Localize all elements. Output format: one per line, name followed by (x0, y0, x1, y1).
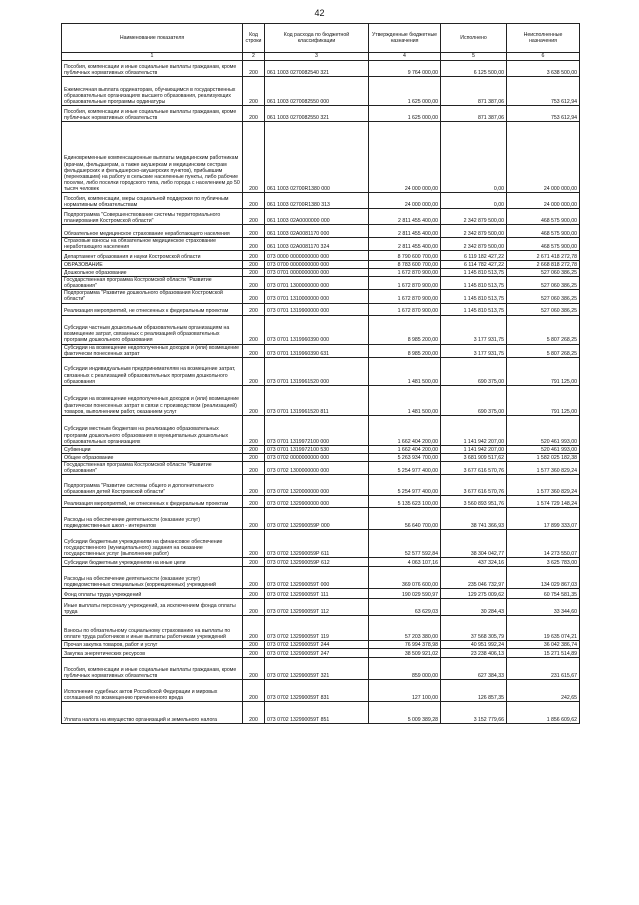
row-approved-cell: 1 672 870 900,00 (369, 303, 441, 315)
table-row (62, 701, 580, 723)
table-row (62, 261, 580, 269)
row-executed-cell: 3 560 893 951,76 (441, 495, 507, 507)
row-approved-cell: 1 662 404 200,00 (369, 445, 441, 453)
row-executed-cell: 1 145 810 513,75 (441, 277, 507, 290)
row-executed-cell: 437 324,16 (441, 557, 507, 566)
row-unexecuted-cell: 231 615,67 (507, 657, 580, 679)
row-approved-cell: 56 640 700,00 (369, 507, 441, 529)
row-name-cell: Субсидии частным дошкольным образовательным организациям на возмещение затрат, связанных с реализацией образовательных программ дошкольного образования (62, 315, 243, 344)
budget-execution-table (61, 23, 580, 724)
row-name-cell: Исполнение судебных актов Российской Федерации и мировых соглашений по возмещению причиненного вреда (62, 679, 243, 701)
row-approved-cell: 2 811 455 400,00 (369, 209, 441, 225)
row-classification-cell: 073 0702 132990059Т 244 (265, 640, 369, 648)
row-executed-cell: 2 342 879 500,00 (441, 209, 507, 225)
column-header-classification: Код расхода по бюджетной классификации (265, 24, 369, 53)
row-code-cell: 200 (243, 106, 265, 122)
row-name-cell: Расходы на обеспечение деятельности (оказание услуг) подведомственных школ - интернатов (62, 507, 243, 529)
row-unexecuted-cell: 15 271 514,89 (507, 648, 580, 657)
row-code-cell: 200 (243, 261, 265, 269)
row-unexecuted-cell: 60 754 581,35 (507, 588, 580, 598)
row-unexecuted-cell: 14 273 550,07 (507, 529, 580, 557)
row-name-cell: Субсидии на возмещение недополученных доходов и (или) возмещение фактически понесенных затрат (62, 344, 243, 357)
row-executed-cell: 871 387,06 (441, 77, 507, 106)
row-code-cell: 200 (243, 415, 265, 445)
row-unexecuted-cell: 2 668 818 272,78 (507, 261, 580, 269)
row-code-cell: 200 (243, 640, 265, 648)
row-executed-cell: 0,00 (441, 122, 507, 193)
row-name-cell: Субсидии на возмещение недополученных доходов и (или) возмещение фактически понесенных затрат в связи с производством (реализацией) товаров, выполнением работ, оказанием услуг (62, 385, 243, 415)
row-executed-cell: 3 152 779,66 (441, 701, 507, 723)
row-name-cell: Субсидии местным бюджетам на реализацию образовательных программ дошкольного образования в муниципальных дошкольных образовательных организациях (62, 415, 243, 445)
row-approved-cell: 9 764 000,00 (369, 61, 441, 77)
row-classification-cell: 061 1003 02A0000000 000 (265, 209, 369, 225)
row-code-cell: 200 (243, 474, 265, 495)
row-code-cell: 200 (243, 453, 265, 461)
row-executed-cell: 235 046 732,97 (441, 566, 507, 588)
row-code-cell: 200 (243, 193, 265, 209)
row-executed-cell: 6 119 182 427,22 (441, 251, 507, 261)
row-name-cell: Дошкольное образование (62, 269, 243, 277)
table-row (62, 453, 580, 461)
row-classification-cell: 073 0000 0000000000 000 (265, 251, 369, 261)
row-classification-cell: 073 0701 1300000000 000 (265, 277, 369, 290)
row-code-cell: 200 (243, 701, 265, 723)
row-code-cell: 200 (243, 679, 265, 701)
row-code-cell: 200 (243, 225, 265, 238)
row-code-cell: 200 (243, 122, 265, 193)
row-executed-cell: 37 568 305,79 (441, 615, 507, 640)
row-approved-cell: 1 625 000,00 (369, 77, 441, 106)
row-executed-cell: 690 375,00 (441, 385, 507, 415)
row-name-cell: Субсидии бюджетным учреждениям на иные цели (62, 557, 243, 566)
table-row (62, 290, 580, 303)
row-unexecuted-cell: 1 577 360 829,24 (507, 474, 580, 495)
row-code-cell: 200 (243, 598, 265, 615)
row-approved-cell: 1 481 500,00 (369, 385, 441, 415)
row-classification-cell: 073 0702 132990059Р 612 (265, 557, 369, 566)
row-code-cell: 200 (243, 303, 265, 315)
row-name-cell: Субсидии индивидуальным предпринимателям на возмещение затрат, связанных с реализацией образовательных программ дошкольного образования (62, 357, 243, 385)
row-unexecuted-cell: 24 000 000,00 (507, 122, 580, 193)
row-classification-cell: 073 0701 1319961520 811 (265, 385, 369, 415)
row-code-cell: 200 (243, 495, 265, 507)
row-approved-cell: 1 662 404 200,00 (369, 415, 441, 445)
row-executed-cell: 0,00 (441, 193, 507, 209)
row-classification-cell: 061 1003 02700R1380 313 (265, 193, 369, 209)
row-classification-cell: 073 0702 132990059Р 611 (265, 529, 369, 557)
table-row (62, 357, 580, 385)
row-approved-cell: 5 254 977 400,00 (369, 461, 441, 474)
row-approved-cell: 38 509 921,02 (369, 648, 441, 657)
row-classification-cell: 073 0702 132990059Т 112 (265, 598, 369, 615)
row-executed-cell: 129 275 009,62 (441, 588, 507, 598)
row-classification-cell: 073 0702 132990059Т 119 (265, 615, 369, 640)
table-row (62, 507, 580, 529)
row-executed-cell: 40 951 992,24 (441, 640, 507, 648)
row-code-cell: 200 (243, 209, 265, 225)
row-approved-cell: 5 135 623 100,00 (369, 495, 441, 507)
table-row (62, 385, 580, 415)
table-row (62, 461, 580, 474)
table-row (62, 251, 580, 261)
row-unexecuted-cell: 24 000 000,00 (507, 193, 580, 209)
row-executed-cell: 38 741 366,93 (441, 507, 507, 529)
row-name-cell: Пособия, компенсации и иные социальные выплаты гражданам, кроме публичных нормативных обязательств (62, 657, 243, 679)
row-unexecuted-cell: 527 060 386,25 (507, 290, 580, 303)
row-code-cell: 200 (243, 357, 265, 385)
table-row (62, 615, 580, 640)
row-unexecuted-cell: 3 638 500,00 (507, 61, 580, 77)
row-classification-cell: 073 0702 1320000000 000 (265, 474, 369, 495)
table-row (62, 495, 580, 507)
row-name-cell: ОБРАЗОВАНИЕ (62, 261, 243, 269)
row-executed-cell: 690 375,00 (441, 357, 507, 385)
table-row (62, 315, 580, 344)
row-classification-cell: 073 0702 132990059Т 831 (265, 679, 369, 701)
row-name-cell: Взносы по обязательному социальному страхованию на выплаты по оплате труда работников и иные выплаты работникам учреждений (62, 615, 243, 640)
row-executed-cell: 6 114 782 427,22 (441, 261, 507, 269)
row-executed-cell: 871 387,06 (441, 106, 507, 122)
row-unexecuted-cell: 791 125,00 (507, 385, 580, 415)
row-name-cell: Закупка энергетических ресурсов (62, 648, 243, 657)
row-code-cell: 200 (243, 269, 265, 277)
row-unexecuted-cell: 527 060 386,25 (507, 277, 580, 290)
row-executed-cell: 126 857,35 (441, 679, 507, 701)
row-code-cell: 200 (243, 557, 265, 566)
row-name-cell: Страховые взносы на обязательное медицинское страхование неработающего населения (62, 238, 243, 251)
row-classification-cell: 061 1003 0270082550 321 (265, 106, 369, 122)
row-unexecuted-cell: 791 125,00 (507, 357, 580, 385)
row-classification-cell: 073 0701 1319972100 000 (265, 415, 369, 445)
row-executed-cell: 3 177 931,75 (441, 315, 507, 344)
table-row (62, 529, 580, 557)
row-name-cell: Фонд оплаты труда учреждений (62, 588, 243, 598)
table-row (62, 474, 580, 495)
table-row (62, 588, 580, 598)
row-code-cell: 200 (243, 251, 265, 261)
row-approved-cell: 1 481 500,00 (369, 357, 441, 385)
row-unexecuted-cell: 36 042 386,74 (507, 640, 580, 648)
column-number: 5 (441, 53, 507, 61)
column-number-row (62, 53, 580, 61)
table-row (62, 557, 580, 566)
row-code-cell: 200 (243, 77, 265, 106)
row-executed-cell: 1 141 942 207,00 (441, 415, 507, 445)
row-name-cell: Расходы на обеспечение деятельности (оказание услуг) подведомственных специальных (коррекционных) учреждений (62, 566, 243, 588)
table-row (62, 657, 580, 679)
row-executed-cell: 3 681 909 517,62 (441, 453, 507, 461)
row-name-cell: Подпрограмма "Совершенствование системы территориального планирования Костромской области" (62, 209, 243, 225)
row-unexecuted-cell: 134 029 867,03 (507, 566, 580, 588)
table-row (62, 415, 580, 445)
row-classification-cell: 073 0702 132990059Т 851 (265, 701, 369, 723)
row-executed-cell: 3 677 616 570,76 (441, 461, 507, 474)
row-unexecuted-cell: 520 461 993,00 (507, 445, 580, 453)
row-executed-cell: 30 284,43 (441, 598, 507, 615)
row-unexecuted-cell: 5 807 268,25 (507, 344, 580, 357)
row-classification-cell: 073 0701 0000000000 000 (265, 269, 369, 277)
row-code-cell: 200 (243, 344, 265, 357)
row-approved-cell: 4 063 107,16 (369, 557, 441, 566)
row-name-cell: Прочая закупка товаров, работ и услуг (62, 640, 243, 648)
row-classification-cell: 073 0702 0000000000 000 (265, 453, 369, 461)
table-row (62, 277, 580, 290)
row-classification-cell: 073 0701 1319900000 000 (265, 303, 369, 315)
row-code-cell: 200 (243, 238, 265, 251)
column-header-code: Код строки (243, 24, 265, 53)
row-classification-cell: 073 0701 1319972100 530 (265, 445, 369, 453)
row-classification-cell: 073 0702 1300000000 000 (265, 461, 369, 474)
row-executed-cell: 23 238 406,13 (441, 648, 507, 657)
row-classification-cell: 073 0700 0000000000 000 (265, 261, 369, 269)
row-code-cell: 200 (243, 315, 265, 344)
row-code-cell: 200 (243, 566, 265, 588)
row-name-cell: Реализация мероприятий, не отнесенных к федеральным проектам (62, 495, 243, 507)
table-row (62, 225, 580, 238)
table-row (62, 122, 580, 193)
table-row (62, 61, 580, 77)
row-code-cell: 200 (243, 588, 265, 598)
column-header-approved: Утвержденные бюджетные назначения (369, 24, 441, 53)
row-approved-cell: 5 263 934 700,00 (369, 453, 441, 461)
row-executed-cell: 3 177 931,75 (441, 344, 507, 357)
row-code-cell: 200 (243, 529, 265, 557)
table-row (62, 106, 580, 122)
row-name-cell: Реализация мероприятий, не отнесенных к федеральным проектам (62, 303, 243, 315)
row-name-cell: Подпрограмма "Развитие дошкольного образования Костромской области" (62, 290, 243, 303)
row-classification-cell: 073 0702 132990059Т 111 (265, 588, 369, 598)
row-unexecuted-cell: 17 899 333,07 (507, 507, 580, 529)
row-classification-cell: 073 0701 1319961520 000 (265, 357, 369, 385)
row-classification-cell: 061 1003 02700R1380 000 (265, 122, 369, 193)
row-name-cell: Единовременные компенсационные выплаты медицинским работникам (врачам, фельдшерам, а также акушеркам и медицинским сестрам фельдшерских и фельдшерско-акушерских пунктов), прибывшим (переехавшим) на работу в сельские населенные пункты, либо рабочие поселки, либо поселки городского типа, либо города с населением до 50 тысяч человек (62, 122, 243, 193)
row-code-cell: 200 (243, 615, 265, 640)
row-name-cell: Субвенции (62, 445, 243, 453)
table-row (62, 77, 580, 106)
row-classification-cell: 073 0702 1329900000 000 (265, 495, 369, 507)
row-name-cell: Пособия, компенсации и иные социальные выплаты гражданам, кроме публичных нормативных обязательств (62, 61, 243, 77)
row-classification-cell: 073 0702 132990059Р 000 (265, 507, 369, 529)
row-unexecuted-cell: 753 612,94 (507, 106, 580, 122)
row-approved-cell: 1 625 000,00 (369, 106, 441, 122)
row-approved-cell: 5 254 977 400,00 (369, 474, 441, 495)
row-name-cell: Общее образование (62, 453, 243, 461)
row-classification-cell: 073 0701 1319960390 631 (265, 344, 369, 357)
row-classification-cell: 061 1003 0270082550 000 (265, 77, 369, 106)
row-code-cell: 200 (243, 385, 265, 415)
row-unexecuted-cell: 2 671 418 272,78 (507, 251, 580, 261)
row-code-cell: 200 (243, 290, 265, 303)
row-unexecuted-cell: 5 807 268,25 (507, 315, 580, 344)
table-row (62, 238, 580, 251)
column-number: 2 (243, 53, 265, 61)
column-number: 6 (507, 53, 580, 61)
row-code-cell: 200 (243, 277, 265, 290)
page-number: 42 (314, 8, 325, 18)
row-code-cell: 200 (243, 657, 265, 679)
row-approved-cell: 8 985 200,00 (369, 344, 441, 357)
table-row (62, 209, 580, 225)
row-classification-cell: 061 1003 02A0081170 000 (265, 225, 369, 238)
row-classification-cell: 061 1003 0270082540 321 (265, 61, 369, 77)
column-number: 4 (369, 53, 441, 61)
row-name-cell: Ежемесячная выплата ординаторам, обучающимся в государственных образовательных организациях высшего образования, реализующих образовательные программы ординатуры (62, 77, 243, 106)
row-name-cell: Государственная программа Костромской области "Развитие образования" (62, 461, 243, 474)
table-row (62, 303, 580, 315)
row-executed-cell: 3 677 616 570,76 (441, 474, 507, 495)
table-row (62, 648, 580, 657)
row-approved-cell: 859 000,00 (369, 657, 441, 679)
row-approved-cell: 8 790 600 700,00 (369, 251, 441, 261)
row-approved-cell: 52 577 592,84 (369, 529, 441, 557)
row-code-cell: 200 (243, 461, 265, 474)
row-approved-cell: 24 000 000,00 (369, 122, 441, 193)
row-unexecuted-cell: 468 575 900,00 (507, 209, 580, 225)
row-approved-cell: 8 783 600 700,00 (369, 261, 441, 269)
row-executed-cell: 1 145 810 513,75 (441, 269, 507, 277)
row-name-cell: Обязательное медицинское страхование неработающего населения (62, 225, 243, 238)
column-header-name: Наименование показателя (62, 24, 243, 53)
row-unexecuted-cell: 520 461 993,00 (507, 415, 580, 445)
column-header-executed: Исполнено (441, 24, 507, 53)
row-approved-cell: 127 100,00 (369, 679, 441, 701)
row-unexecuted-cell: 468 575 900,00 (507, 225, 580, 238)
row-unexecuted-cell: 468 575 900,00 (507, 238, 580, 251)
table-row (62, 566, 580, 588)
table-row (62, 344, 580, 357)
header-row (62, 24, 580, 53)
row-approved-cell: 1 672 870 900,00 (369, 277, 441, 290)
row-approved-cell: 63 629,03 (369, 598, 441, 615)
row-classification-cell: 073 0702 132990059Т 321 (265, 657, 369, 679)
row-executed-cell: 2 342 879 500,00 (441, 225, 507, 238)
row-executed-cell: 6 125 500,00 (441, 61, 507, 77)
row-name-cell: Пособия, компенсации, меры социальной поддержки по публичным нормативным обязательствам (62, 193, 243, 209)
row-approved-cell: 5 009 389,28 (369, 701, 441, 723)
column-number: 3 (265, 53, 369, 61)
column-header-unexecuted: Неисполненные назначения (507, 24, 580, 53)
row-executed-cell: 1 141 942 207,00 (441, 445, 507, 453)
row-unexecuted-cell: 3 625 783,00 (507, 557, 580, 566)
row-name-cell: Государственная программа Костромской области "Развитие образования" (62, 277, 243, 290)
row-unexecuted-cell: 1 574 729 148,24 (507, 495, 580, 507)
row-classification-cell: 073 0702 132990059Т 247 (265, 648, 369, 657)
table-row (62, 193, 580, 209)
row-name-cell: Уплата налога на имущество организаций и земельного налога (62, 701, 243, 723)
row-code-cell: 200 (243, 507, 265, 529)
row-name-cell: Субсидии бюджетным учреждениям на финансовое обеспечение государственного (муниципального) задания на оказание государственных услуг (выполнение работ) (62, 529, 243, 557)
row-approved-cell: 190 029 590,97 (369, 588, 441, 598)
row-executed-cell: 2 342 879 500,00 (441, 238, 507, 251)
row-name-cell: Департамент образования и науки Костромской области (62, 251, 243, 261)
row-classification-cell: 073 0701 1310000000 000 (265, 290, 369, 303)
row-unexecuted-cell: 1 582 025 182,38 (507, 453, 580, 461)
row-name-cell: Пособия, компенсации и иные социальные выплаты гражданам, кроме публичных нормативных обязательств (62, 106, 243, 122)
row-unexecuted-cell: 242,65 (507, 679, 580, 701)
row-approved-cell: 76 994 378,98 (369, 640, 441, 648)
row-unexecuted-cell: 1 856 609,62 (507, 701, 580, 723)
row-executed-cell: 627 384,33 (441, 657, 507, 679)
row-approved-cell: 2 811 455 400,00 (369, 238, 441, 251)
table-body (62, 61, 580, 724)
row-approved-cell: 57 203 380,00 (369, 615, 441, 640)
row-unexecuted-cell: 33 344,60 (507, 598, 580, 615)
row-code-cell: 200 (243, 445, 265, 453)
row-executed-cell: 1 145 810 513,75 (441, 303, 507, 315)
row-approved-cell: 2 811 455 400,00 (369, 225, 441, 238)
row-approved-cell: 369 076 600,00 (369, 566, 441, 588)
row-unexecuted-cell: 19 635 074,21 (507, 615, 580, 640)
table-row (62, 640, 580, 648)
table-row (62, 445, 580, 453)
row-code-cell: 200 (243, 648, 265, 657)
row-classification-cell: 061 1003 02A0081170 324 (265, 238, 369, 251)
table-row (62, 598, 580, 615)
table-row (62, 679, 580, 701)
row-classification-cell: 073 0702 132990059Т 000 (265, 566, 369, 588)
column-number: 1 (62, 53, 243, 61)
row-classification-cell: 073 0701 1319960390 000 (265, 315, 369, 344)
row-name-cell: Иные выплаты персоналу учреждений, за исключением фонда оплаты труда (62, 598, 243, 615)
row-executed-cell: 1 145 810 513,75 (441, 290, 507, 303)
row-approved-cell: 8 985 200,00 (369, 315, 441, 344)
row-unexecuted-cell: 527 060 386,25 (507, 303, 580, 315)
row-unexecuted-cell: 1 577 360 829,24 (507, 461, 580, 474)
row-executed-cell: 38 304 042,77 (441, 529, 507, 557)
row-approved-cell: 24 000 000,00 (369, 193, 441, 209)
row-name-cell: Подпрограмма "Развитие системы общего и дополнительного образования детей Костромской области" (62, 474, 243, 495)
table-row (62, 269, 580, 277)
row-unexecuted-cell: 753 612,94 (507, 77, 580, 106)
row-approved-cell: 1 672 870 900,00 (369, 269, 441, 277)
row-unexecuted-cell: 527 060 386,25 (507, 269, 580, 277)
row-approved-cell: 1 672 870 900,00 (369, 290, 441, 303)
row-code-cell: 200 (243, 61, 265, 77)
